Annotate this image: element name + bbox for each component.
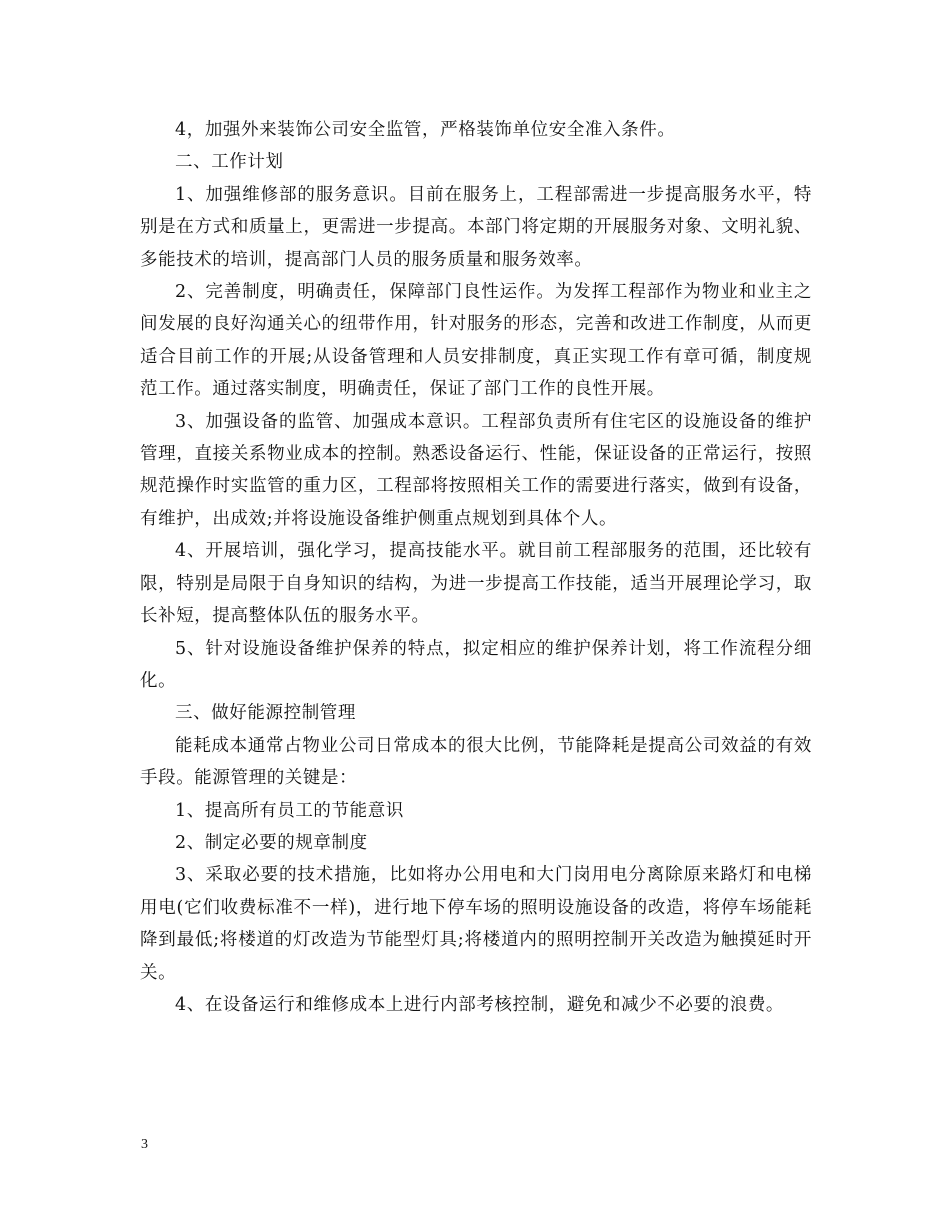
paragraph-equipment-supervision: 3、加强设备的监管、加强成本意识。工程部负责所有住宅区的设施设备的维护管理，直接关系物业成本的控制。熟悉设备运行、性能，保证设备的正常运行，按照规范操作时实监管的重力区，工程部将按照相关工作的需要进行落实，做到有设备，有维护，出成效;并将设施设备维护侧重点规划到具体个人。 bbox=[140, 411, 812, 529]
paragraph-rules: 2、制定必要的规章制度 bbox=[175, 832, 368, 853]
paragraph-maintenance-plan: 5、针对设施设备维护保养的特点，拟定相应的维护保养计划，将工作流程分细化。 bbox=[140, 638, 812, 691]
paragraph-supervision: 4，加强外来装饰公司安全监管，严格装饰单位安全准入条件。 bbox=[175, 120, 676, 140]
heading-work-plan: 二、工作计划 bbox=[175, 152, 284, 173]
heading-energy-control: 三、做好能源控制管理 bbox=[175, 703, 356, 724]
paragraph-energy-awareness: 1、提高所有员工的节能意识 bbox=[175, 800, 404, 821]
paragraph-system-improvement: 2、完善制度，明确责任，保障部门良性运作。为发挥工程部作为物业和业主之间发展的良好沟通关心的纽带作用，针对服务的形态，完善和改进工作制度，从而更适合目前工作的开展;从设备管理和人员安排制度，真正实现工作有章可循，制度规范工作。通过落实制度，明确责任，保证了部门工作的良性开展。 bbox=[140, 282, 812, 400]
paragraph-cost-control: 4、在设备运行和维修成本上进行内部考核控制，避免和减少不必要的浪费。 bbox=[175, 994, 785, 1015]
document-body bbox=[140, 114, 812, 1021]
paragraph-energy-intro: 能耗成本通常占物业公司日常成本的很大比例，节能降耗是提高公司效益的有效手段。能源管理的关键是： bbox=[140, 735, 812, 789]
page-number: 3 bbox=[141, 1137, 148, 1152]
paragraph-service-awareness: 1、加强维修部的服务意识。目前在服务上，工程部需进一步提高服务水平，特别是在方式和质量上，更需进一步提高。本部门将定期的开展服务对象、文明礼貌、多能技术的培训，提高部门人员的服务质量和服务效率。 bbox=[140, 184, 812, 270]
paragraph-technical-measures: 3、采取必要的技术措施，比如将办公用电和大门岗用电分离除原来路灯和电梯用电(它们收费标准不一样)，进行地下停车场的照明设施设备的改造，将停车场能耗降到最低;将楼道的灯改造为节能型灯具;将楼道内的照明控制开关改造为触摸延时开关。 bbox=[140, 865, 812, 983]
paragraph-training: 4、开展培训，强化学习，提高技能水平。就目前工程部服务的范围，还比较有限，特别是局限于自身知识的结构，为进一步提高工作技能，适当开展理论学习，取长补短，提高整体队伍的服务水平。 bbox=[140, 541, 812, 627]
